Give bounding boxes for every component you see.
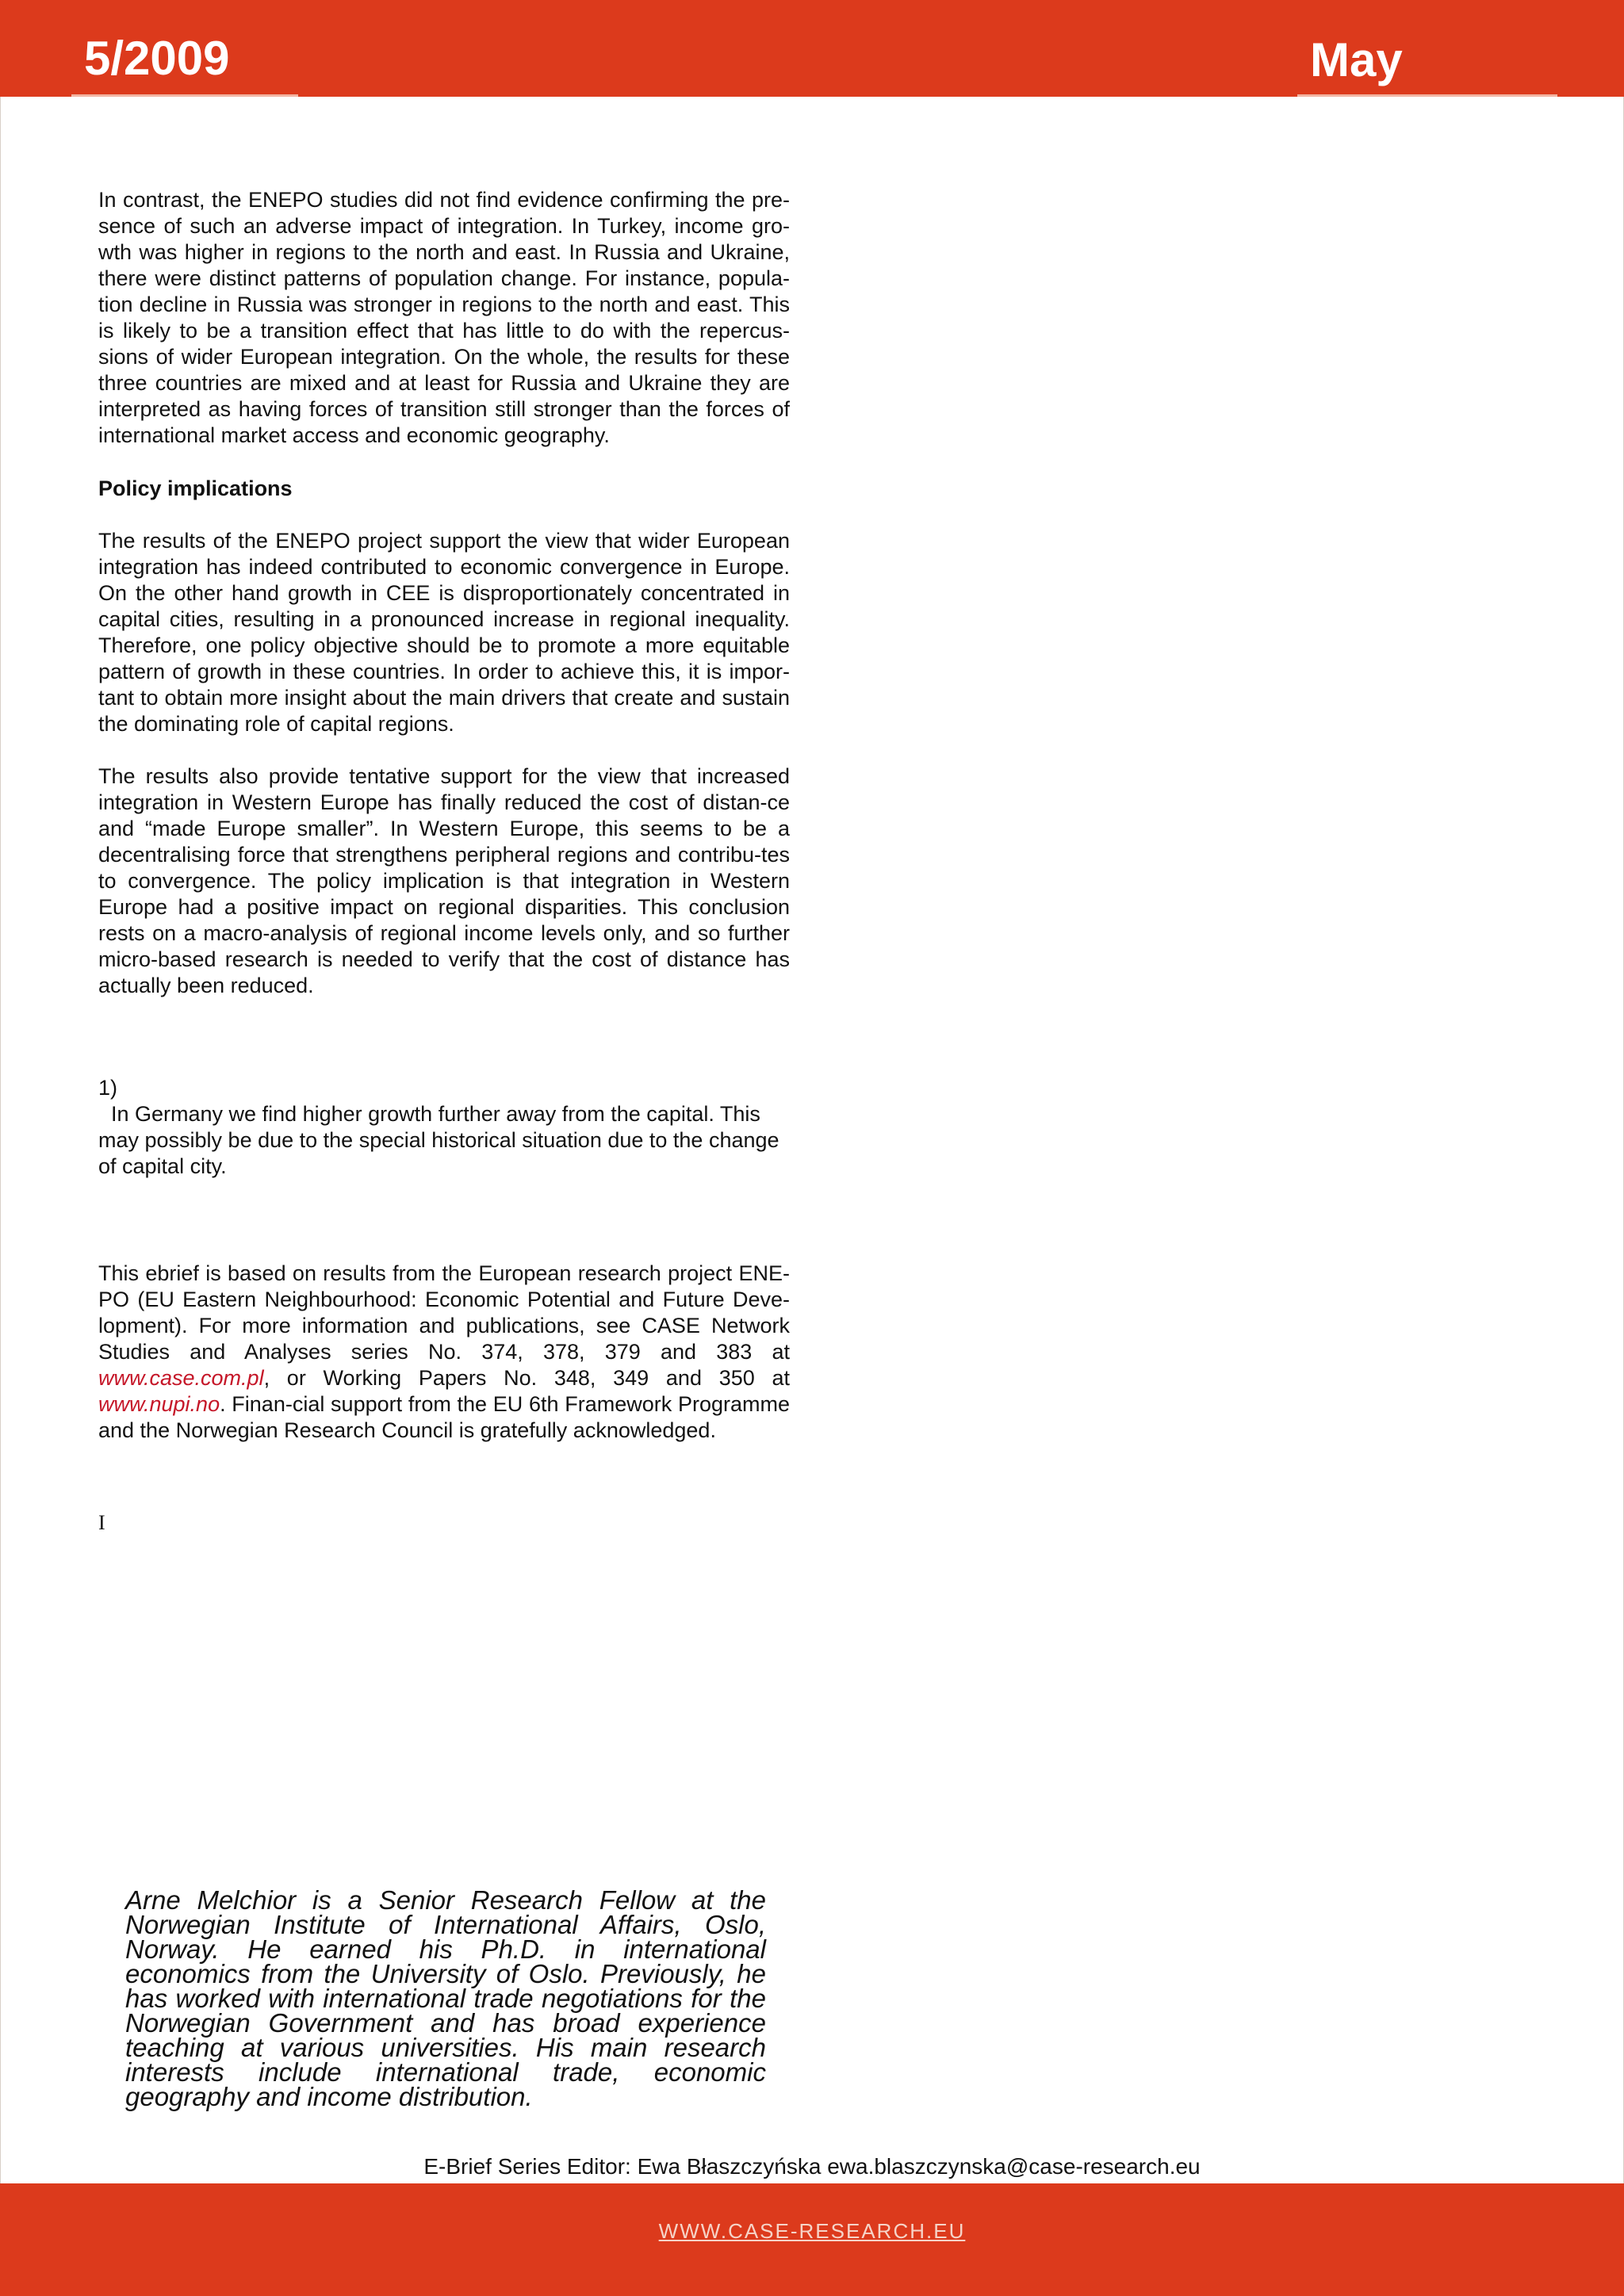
acknowledgement-text-1: This ebrief is based on results from the European research project ENE-PO (EU Eastern Neighbourhood: Economic Potential and Future Deve-lopment). For more information and publications, see CASE Network Studies and Analyses series No. 374, 378, 379 and 383 at xyxy=(98,1261,790,1364)
text-cursor-mark: I xyxy=(98,1511,105,1534)
paragraph-western-europe: The results also provide tentative support for the view that increased integration in Western Europe has finally reduced the cost of distan-ce and “made Europe smaller”. In Western Europe, this seems to be a decentralising force that strengthens peripheral regions and contribu-tes to convergence. The policy implication is that integration in Western Europe had a positive impact on regional disparities. This conclusion rests on a macro-analysis of regional income levels only, and so further micro-based research is needed to verify that the cost of distance has actually been reduced. xyxy=(98,764,790,997)
issue-month xyxy=(1297,0,1557,97)
footnote-number: 1) xyxy=(98,1076,118,1100)
acknowledgement-text-2: , or Working Papers No. 348, 349 and 350 at xyxy=(263,1366,790,1390)
paragraph-contrast: In contrast, the ENEPO studies did not find evidence confirming the pre-sence of such an adverse impact of integration. In Turkey, income gro-wth was higher in regions to the north and east. In Russia and Ukraine, there were distinct patterns of population change. For instance, popula-tion decline in Russia was stronger in regions to the north and east. This is likely to be a transition effect that has little to do with the repercus-sions of wider European integration. On the whole, the results for these three countries are mixed and at least for Russia and Ukraine they are interpreted as having forces of transition still stronger than the forces of international market access and economic geography. xyxy=(98,188,790,447)
nupi-website-link[interactable]: www.nupi.no xyxy=(98,1392,220,1416)
paragraph-policy-results: The results of the ENEPO project support the view that wider European integration has indeed contributed to economic convergence in Europe. On the other hand growth in CEE is disproportionately concentrated in capital cities, resulting in a pronounced increase in regional inequality. Therefore, one policy objective should be to promote a more equitable pattern of growth in these countries. In order to achieve this, it is impor-tant to obtain more insight about the main drivers that create and sustain the dominating role of capital regions. xyxy=(98,529,790,736)
acknowledgement-text-3: . Finan-cial support from the EU 6th Framework Programme and the Norwegian Research Council is gratefully acknowledged. xyxy=(98,1392,790,1442)
month-underline xyxy=(1297,94,1557,97)
section-heading-policy: Policy implications xyxy=(98,476,293,500)
series-editor-line: E-Brief Series Editor: Ewa Błaszczyńska ewa.blaszczynska@case-research.eu xyxy=(423,2154,1201,2179)
footer-website-link[interactable]: WWW.CASE-RESEARCH.EU xyxy=(658,2219,966,2243)
issue-month-text: May xyxy=(1310,33,1403,86)
acknowledgement-paragraph xyxy=(98,1261,790,1444)
issue-number-text: 5/2009 xyxy=(84,32,230,85)
case-website-link[interactable]: www.case.com.pl xyxy=(98,1366,264,1390)
issue-number xyxy=(71,0,298,97)
footnote-text: In Germany we find higher growth further away from the capital. This may possibly be due to the special historical situation due to the change of capital city. xyxy=(98,1102,779,1178)
author-bio: Arne Melchior is a Senior Research Fellow at the Norwegian Institute of International Affairs, Oslo, Norway. He earned his Ph.D. in international economics from the University of Oslo. Previously, he has worked with international trade negotiations for the Norwegian Government and has broad experience teaching at various universities. His main research interests include international trade, economic geography and income distribution. xyxy=(125,1885,766,2111)
issue-underline xyxy=(71,94,298,97)
